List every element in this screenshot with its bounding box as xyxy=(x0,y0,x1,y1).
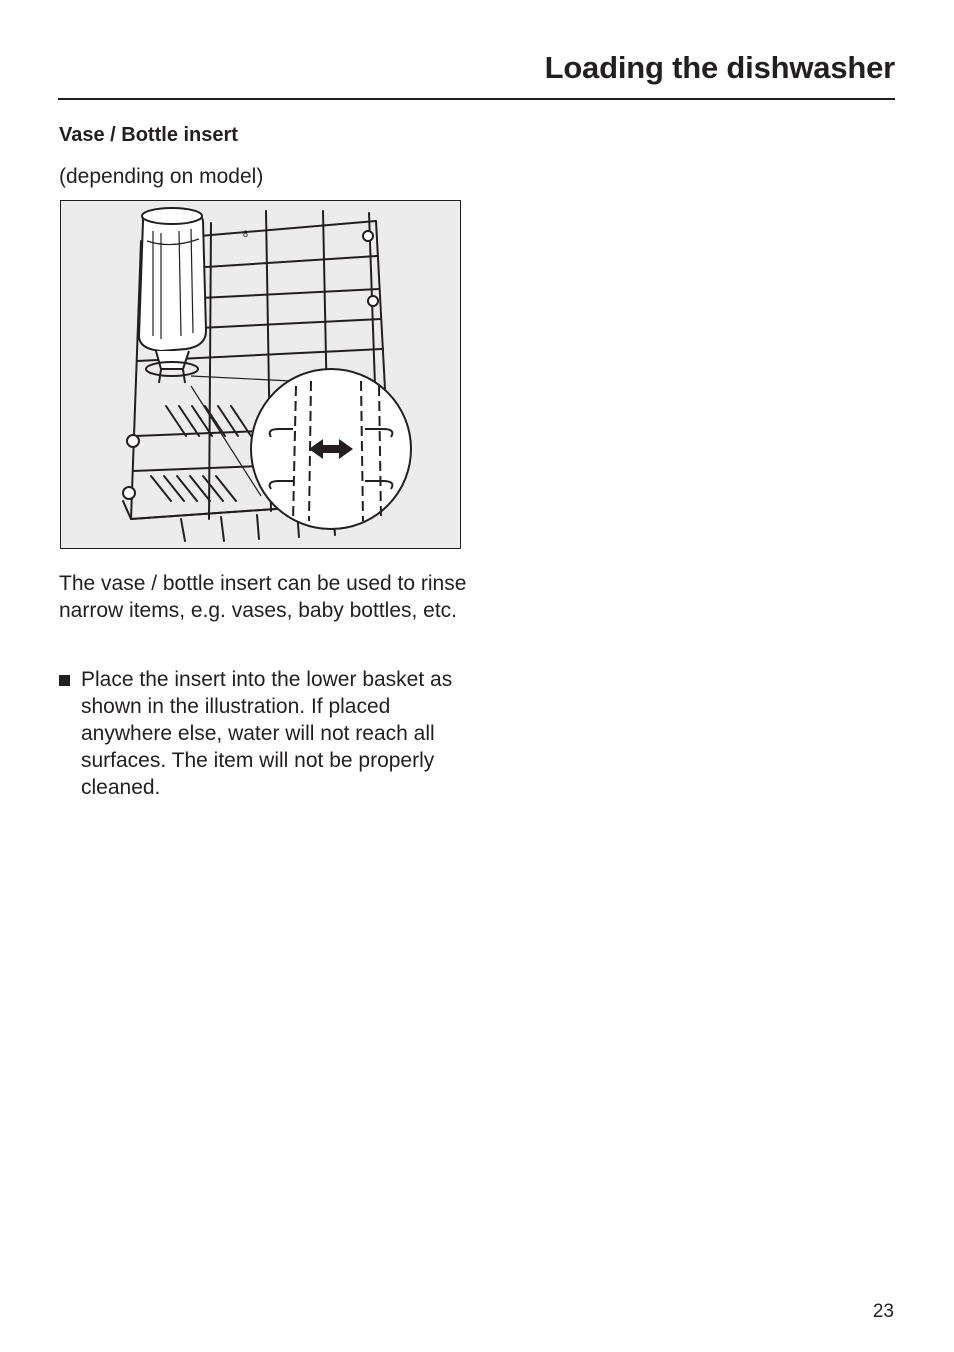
instruction-text: Place the insert into the lower basket as shown in the illustration. If placed anywhere else, water will not reach all surfaces. The item will not be properly cleaned. xyxy=(81,668,453,799)
body-paragraph: The vase / bottle insert can be used to rinse narrow items, e.g. vases, baby bottles, etc. xyxy=(59,572,467,622)
header-divider xyxy=(58,98,895,100)
page-title: Loading the dishwasher xyxy=(544,50,895,85)
page-number: 23 xyxy=(872,1301,894,1322)
model-note: (depending on model) xyxy=(59,165,264,188)
instruction-list-item xyxy=(59,666,469,801)
basket-illustration xyxy=(60,200,461,549)
wire-label-mark: 8 xyxy=(243,229,249,239)
section-heading: Vase / Bottle insert xyxy=(59,124,238,146)
bullet-square-icon xyxy=(59,675,70,686)
basket-illustration-svg xyxy=(61,201,459,547)
